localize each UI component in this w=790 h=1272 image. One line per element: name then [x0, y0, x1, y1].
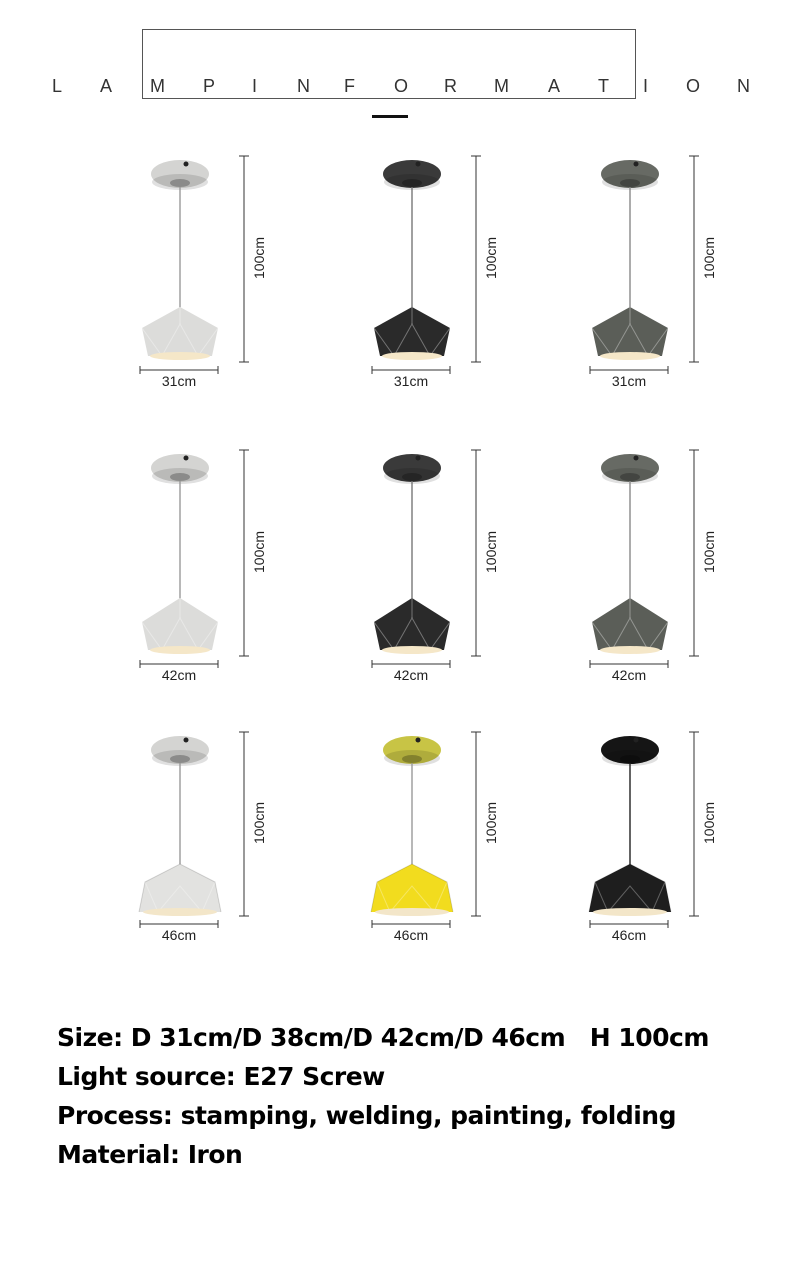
bulb-glow	[150, 646, 210, 654]
title-letter: I	[643, 76, 649, 96]
height-label: 100cm	[483, 236, 499, 279]
lamp-drawing	[372, 152, 612, 402]
canopy-hub	[402, 755, 422, 763]
canopy-screw	[416, 162, 421, 167]
width-label: 46cm	[161, 927, 197, 943]
bulb-glow	[375, 908, 449, 916]
title-letter: N	[737, 76, 750, 96]
lamp-drawing	[590, 728, 790, 978]
bulb-glow	[382, 646, 442, 654]
bulb-glow	[150, 352, 210, 360]
height-label: 100cm	[251, 236, 267, 279]
height-label: 100cm	[483, 801, 499, 844]
canopy-hub	[402, 473, 422, 481]
bulb-glow	[382, 352, 442, 360]
canopy-hub	[170, 473, 190, 481]
spec-list	[57, 1018, 777, 1174]
spec-light-source: Light source: E27 Screw	[57, 1062, 385, 1091]
height-label: 100cm	[251, 801, 267, 844]
lamp-item	[590, 152, 790, 402]
width-label: 46cm	[611, 927, 647, 943]
lamp-item	[372, 152, 612, 402]
lamp-drawing	[372, 728, 612, 978]
lamp-drawing	[590, 152, 790, 402]
width-label: 42cm	[393, 667, 429, 683]
lamp-drawing	[590, 446, 790, 696]
width-label: 31cm	[611, 373, 647, 389]
lamp-shade	[589, 864, 671, 912]
canopy-screw	[634, 162, 639, 167]
lamp-item	[140, 728, 380, 978]
title-letter: O	[686, 76, 701, 96]
width-label: 31cm	[393, 373, 429, 389]
canopy-hub	[170, 755, 190, 763]
title-letter: F	[344, 76, 355, 96]
canopy-screw	[416, 738, 421, 743]
canopy-screw	[184, 162, 189, 167]
title-letter: P	[203, 76, 216, 96]
title-letter: I	[252, 76, 258, 96]
lamp-item	[140, 152, 380, 402]
title-letter: O	[394, 76, 409, 96]
bulb-glow	[600, 646, 660, 654]
canopy-hub	[402, 179, 422, 187]
lamp-shade	[139, 864, 221, 912]
title-letter: M	[494, 76, 509, 96]
bulb-glow	[143, 908, 217, 916]
title-letter: L	[52, 76, 63, 96]
height-label: 100cm	[701, 801, 717, 844]
lamp-shade	[371, 864, 453, 912]
width-label: 42cm	[611, 667, 647, 683]
spec-size: Size: D 31cm/D 38cm/D 42cm/D 46cm H 100cm	[57, 1023, 709, 1052]
lamp-item	[590, 446, 790, 696]
canopy-screw	[634, 738, 639, 743]
width-label: 42cm	[161, 667, 197, 683]
lamp-drawing	[140, 446, 380, 696]
height-label: 100cm	[251, 530, 267, 573]
canopy-hub	[620, 179, 640, 187]
canopy-screw	[184, 456, 189, 461]
title-letter: R	[444, 76, 457, 96]
canopy-screw	[184, 738, 189, 743]
canopy-hub	[170, 179, 190, 187]
lamp-drawing	[140, 152, 380, 402]
height-label: 100cm	[701, 530, 717, 573]
lamp-item	[372, 728, 612, 978]
canopy-hub	[620, 755, 640, 763]
canopy-screw	[416, 456, 421, 461]
spec-material: Material: Iron	[57, 1140, 243, 1169]
title-letter: A	[548, 76, 561, 96]
lamp-drawing	[372, 446, 612, 696]
lamp-drawing	[140, 728, 380, 978]
bulb-glow	[600, 352, 660, 360]
title-letter: T	[598, 76, 609, 96]
bulb-glow	[593, 908, 667, 916]
title-letter: A	[100, 76, 113, 96]
height-label: 100cm	[483, 530, 499, 573]
title-letter: M	[150, 76, 165, 96]
canopy-screw	[634, 456, 639, 461]
lamp-item	[372, 446, 612, 696]
lamp-item	[590, 728, 790, 978]
title-underline	[372, 115, 408, 118]
spec-process: Process: stamping, welding, painting, folding	[57, 1101, 676, 1130]
lamp-item	[140, 446, 380, 696]
page-title	[0, 76, 790, 100]
title-letter: N	[297, 76, 310, 96]
width-label: 31cm	[161, 373, 197, 389]
height-label: 100cm	[701, 236, 717, 279]
canopy-hub	[620, 473, 640, 481]
width-label: 46cm	[393, 927, 429, 943]
